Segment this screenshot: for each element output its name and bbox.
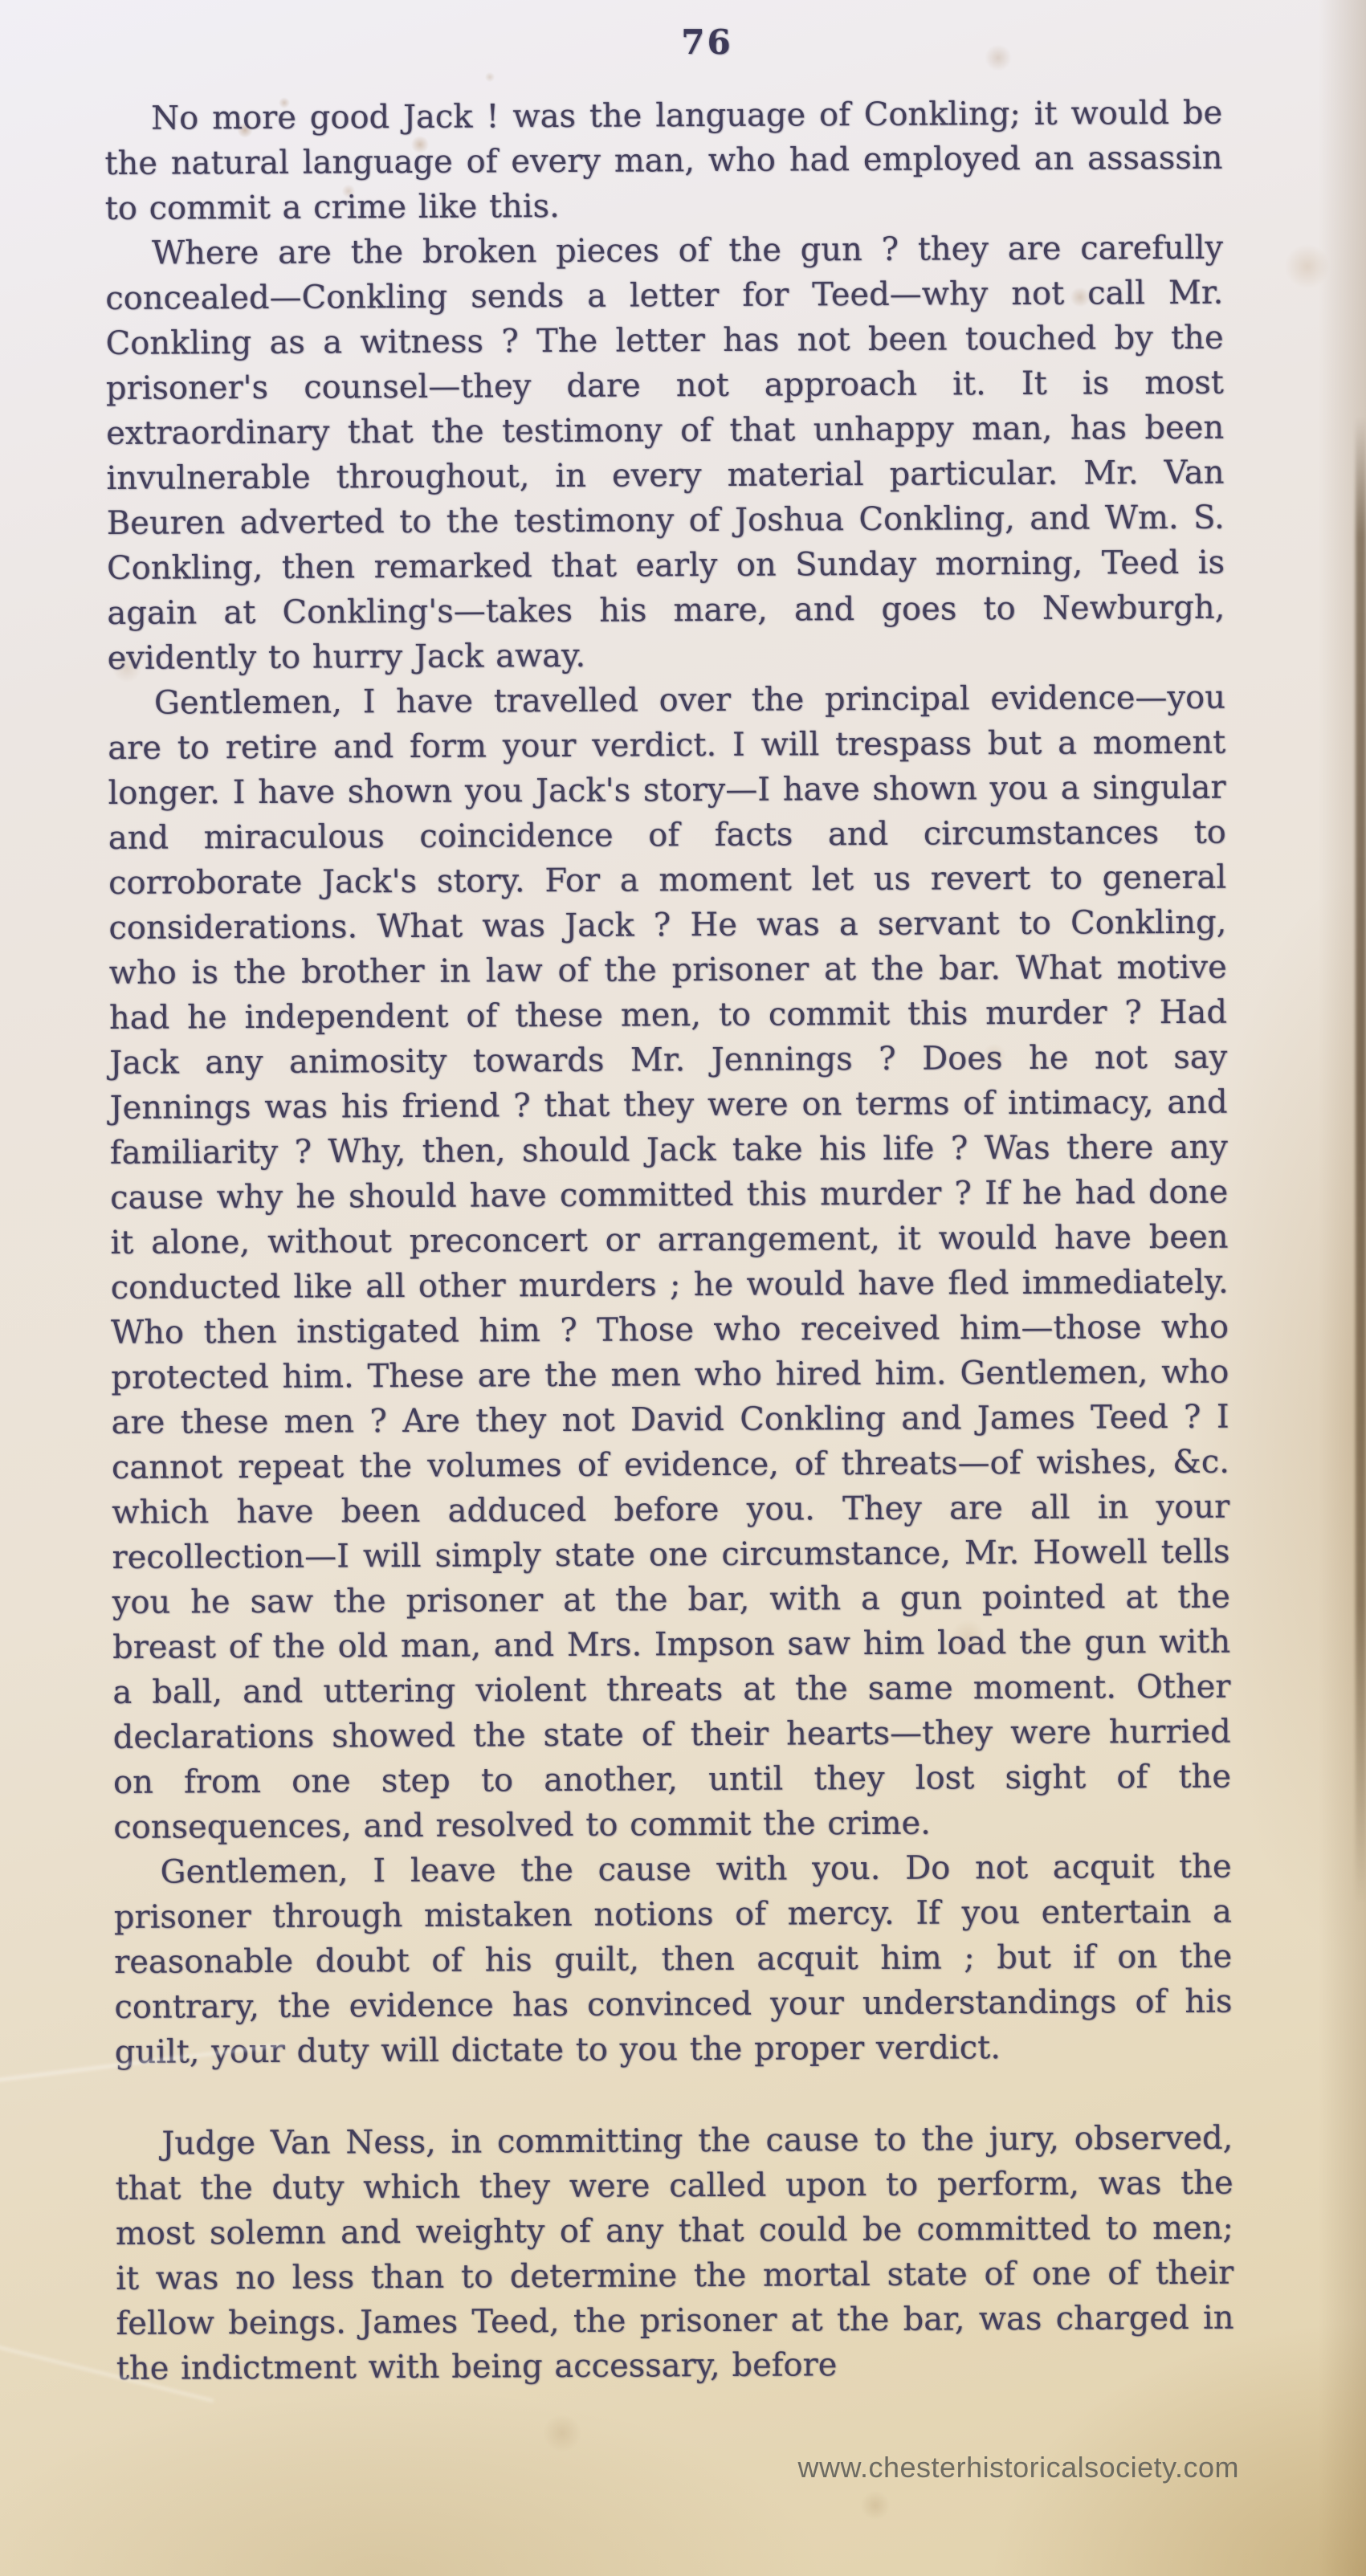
paragraph-3: Gentlemen, I have travelled over the principal evidence—you are to retire and form your verdict. I will trespass but a moment longer. I have shown you Jack's story—I have shown you a singular and miraculous coincidence of facts and circumstances to corroborate Jack's story. For a moment let us revert to general considerations. What was Jack ? He was a servant to Conkling, who is the brother in law of the prisoner at the bar. What motive had he independent of these men, to commit this murder ? Had Jack any animosity towards Mr. Jennings ? Does he not say Jennings was his friend ? that they were on terms of intimacy, and familiarity ? Why, then, should Jack take his life ? Was there any cause why he should have committed this murder ? If he had done it alone, without preconcert or arrangement, it would have been conducted like all other murders ; he would have fled immediately. Who then instigated him ? Those who received him—those who protected him. These are the men who hired him. Gentlemen, who are these men ? Are they not David Conkling and James Teed ? I cannot repeat the volumes of evidence, of threats—of wishes, &c. which have been adduced before you. They are all in your recollection—I will simply state one circumstance, Mr. Howell tells you he saw the prisoner at the bar, with a gun pointed at the breast of the old man, and Mrs. Impson saw him load the gun with a ball, and uttering violent threats at the same moment. Other declarations showed the state of their hearts—they were hurried on from one step to another, until they lost sight of the consequences, and resolved to commit the crime. bbox=[108, 679, 1232, 1846]
paragraph-1: No more good Jack ! was the language of Conkling; it would be the natural language of every man, who had employed an assassin to commit a crime like this. bbox=[104, 94, 1223, 227]
page-number: 76 bbox=[681, 22, 733, 62]
page-edge-shadow bbox=[1356, 418, 1366, 1903]
paragraph-2: Where are the broken pieces of the gun ? they are carefully concealed—Conkling sends a letter for Teed—why not call Mr. Conkling as a witness ? The letter has not been touched by the prisoner's counsel—they dare not approach it. It is most extraordinary that the testimony of that unhappy man, has been invulnerable throughout, in every material particular. Mr. Van Beuren adverted to the testimony of Joshua Conkling, and Wm. S. Conkling, then remarked that early on Sunday morning, Teed is again at Conkling's—takes his mare, and goes to Newburgh, evidently to hurry Jack away. bbox=[105, 229, 1225, 677]
paragraph-4: Gentlemen, I leave the cause with you. Do not acquit the prisoner through mistaken notions of mercy. If you entertain a reasonable doubt of his guilt, then acquit him ; but if on the contrary, the evidence has convinced your understandings of his guilt, your duty will dictate to you the proper verdict. bbox=[113, 1848, 1233, 2071]
watermark: www.chesterhistoricalsociety.com bbox=[797, 2451, 1239, 2484]
paragraph-5: Judge Van Ness, in committing the cause to the jury, observed, that the duty which they were called upon to perform, was the most solemn and weighty of any that could be committed to men; it was no less than to determine the mortal state of one of their fellow beings. James Teed, the prisoner at the bar, was charged in the indictment with being accessary, before bbox=[115, 2119, 1234, 2387]
